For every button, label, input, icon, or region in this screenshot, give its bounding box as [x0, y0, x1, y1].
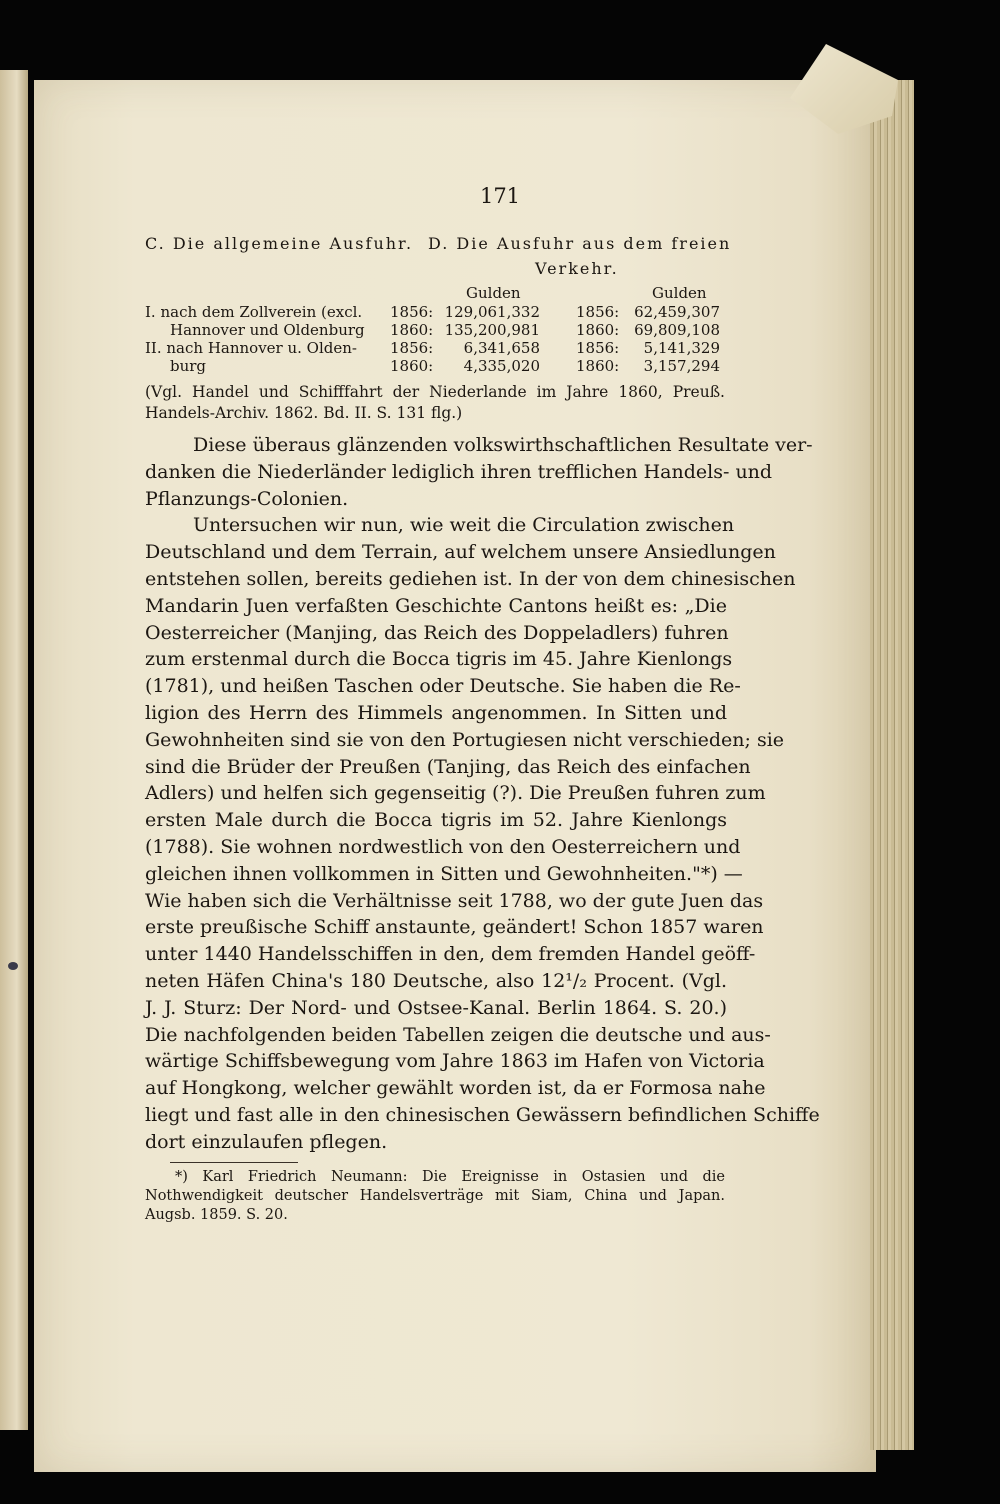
text-line: zum erstenmal durch die Bocca tigris im 45. Jahre Kienlongs: [145, 648, 733, 671]
table-cell-value1: 6,341,658: [463, 339, 540, 357]
table-cell-year1: 1856:: [390, 339, 434, 357]
text-line: auf Hongkong, welcher gewählt worden ist, da er Formosa nahe: [145, 1077, 766, 1100]
table-cell-value2: 62,459,307: [634, 303, 720, 321]
text-line: Oesterreicher (Manjing, das Reich des Doppeladlers) fuhren: [145, 621, 729, 644]
text-line: Untersuchen wir nun, wie weit die Circulation zwischen: [193, 514, 735, 537]
footnote-rule: [170, 1162, 298, 1163]
footnote-line: Nothwendigkeit deutscher Handelsverträge mit Siam, China und Japan.: [145, 1188, 725, 1204]
table-cell-year1: 1860:: [390, 357, 434, 375]
table-row-label: burg: [170, 357, 207, 375]
footnote: [145, 1168, 725, 1225]
table-cell-year2: 1860:: [576, 357, 620, 375]
text-line: Mandarin Juen verfaßten Geschichte Cantons heißt es: „Die: [145, 594, 727, 617]
text-line: (1788). Sie wohnen nordwestlich von den Oesterreichern und: [145, 835, 741, 858]
text-line: unter 1440 Handelsschiffen in den, dem fremden Handel geöff-: [145, 943, 756, 966]
unit-label-col2: Gulden: [652, 284, 707, 302]
text-line: danken die Niederländer lediglich ihren trefflichen Handels- und: [145, 460, 773, 483]
text-line: ligion des Herrn des Himmels angenommen. In Sitten und: [145, 701, 727, 724]
table-cell-value1: 4,335,020: [463, 357, 540, 375]
footnote-line: Augsb. 1859. S. 20.: [145, 1207, 288, 1223]
text-line: (1781), und heißen Taschen oder Deutsche. Sie haben die Re-: [145, 675, 741, 698]
text-line: Diese überaus glänzenden volkswirthschaftlichen Resultate ver-: [193, 434, 813, 456]
text-line: sind die Brüder der Preußen (Tanjing, das Reich des einfachen: [145, 755, 751, 778]
text-line: J. J. Sturz: Der Nord- und Ostsee-Kanal. Berlin 1864. S. 20.): [145, 996, 727, 1019]
heading-c: C. Die allgemeine Ausfuhr.: [145, 234, 414, 253]
text-line: ersten Male durch die Bocca tigris im 52. Jahre Kienlongs: [145, 809, 727, 832]
source-note-line: (Vgl. Handel und Schifffahrt der Niederlande im Jahre 1860, Preuß.: [145, 383, 725, 401]
text-line: Adlers) und helfen sich gegenseitig (?). Die Preußen fuhren zum: [145, 782, 766, 805]
table-cell-value2: 3,157,294: [643, 357, 720, 375]
table-cell-year2: 1856:: [576, 303, 620, 321]
ink-spot: [8, 962, 18, 970]
table-cell-year1: 1860:: [390, 321, 434, 339]
text-line: Pflanzungs-Colonien.: [145, 487, 349, 510]
text-line: erste preußische Schiff anstaunte, geändert! Schon 1857 waren: [145, 916, 764, 939]
text-line: Die nachfolgenden beiden Tabellen zeigen die deutsche und aus-: [145, 1023, 771, 1046]
text-line: gleichen ihnen vollkommen in Sitten und Gewohnheiten."*) —: [145, 862, 743, 885]
table-cell-value1: 135,200,981: [444, 321, 540, 339]
unit-label-col1: Gulden: [466, 284, 521, 302]
heading-d-line2: Verkehr.: [535, 259, 619, 278]
source-note: [145, 382, 725, 424]
page-number: 171: [479, 184, 521, 208]
body-text: [145, 432, 820, 1156]
table-cell-value2: 69,809,108: [634, 321, 720, 339]
text-line: entstehen sollen, bereits gediehen ist. In der von dem chinesischen: [145, 567, 796, 590]
text-line: Gewohnheiten sind sie von den Portugiesen nicht verschieden; sie: [145, 728, 785, 751]
text-line: Deutschland und dem Terrain, auf welchem unsere Ansiedlungen: [145, 541, 776, 564]
table-row-label: Hannover und Oldenburg: [170, 321, 365, 339]
page-block-edge: [870, 80, 914, 1450]
table-row-label: I. nach dem Zollverein (excl.: [145, 303, 363, 321]
footnote-line: *) Karl Friedrich Neumann: Die Ereignisse in Ostasien und die: [175, 1169, 725, 1185]
text-line: wärtige Schiffsbewegung vom Jahre 1863 im Hafen von Victoria: [145, 1050, 765, 1073]
table-cell-year2: 1856:: [576, 339, 620, 357]
text-line: neten Häfen China's 180 Deutsche, also 12¹/₂ Procent. (Vgl.: [145, 969, 727, 992]
text-line: Wie haben sich die Verhältnisse seit 1788, wo der gute Juen das: [145, 889, 764, 912]
table-cell-value2: 5,141,329: [643, 339, 720, 357]
text-line: liegt und fast alle in den chinesischen Gewässern befindlichen Schiffe: [145, 1103, 820, 1126]
table-cell-value1: 129,061,332: [444, 303, 540, 321]
text-line: dort einzulaufen pflegen.: [145, 1130, 388, 1153]
table-cell-year2: 1860:: [576, 321, 620, 339]
adjacent-page-edge: [0, 70, 28, 1430]
table-row-label: II. nach Hannover u. Olden-: [145, 339, 357, 357]
table-cell-year1: 1856:: [390, 303, 434, 321]
source-note-line: Handels-Archiv. 1862. Bd. II. S. 131 flg.): [145, 404, 463, 422]
heading-d-line1: D. Die Ausfuhr aus dem freien: [428, 234, 732, 253]
